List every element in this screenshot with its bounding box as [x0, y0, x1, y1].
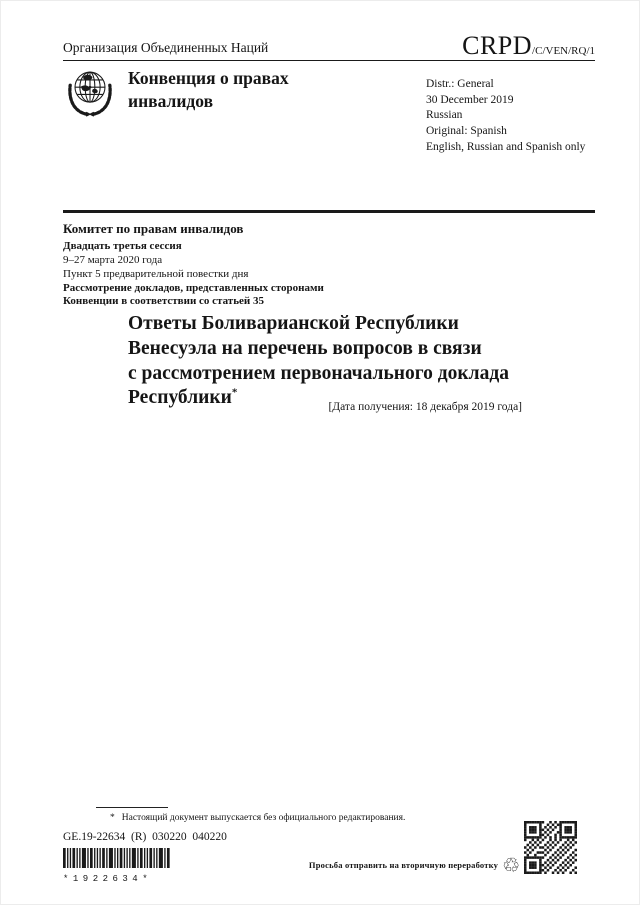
title-line: Венесуэла на перечень вопросов в связи: [128, 337, 482, 359]
treaty-title-line: Конвенция о правах: [128, 68, 289, 88]
footnote: [96, 813, 536, 823]
title-line: Республики: [128, 387, 232, 409]
qr-code-icon: [524, 821, 577, 874]
committee-block: [63, 221, 324, 309]
title-line: Ответы Боливарианской Республики: [128, 313, 459, 334]
distr-line: Russian: [426, 109, 463, 122]
distr-line: Distr.: General: [426, 78, 494, 90]
agenda-item: Пункт 5 предварительной повестки дня: [63, 267, 249, 280]
footnote-text: Настоящий документ выпускается без официального редактирования.: [121, 813, 406, 823]
un-emblem-icon: [61, 63, 119, 121]
doc-symbol: [462, 33, 595, 60]
treaty-title-line: инвалидов: [128, 91, 214, 112]
recycle-text: Просьба отправить на вторичную переработку: [308, 860, 499, 870]
section-divider: [63, 210, 595, 213]
recycle-icon: ♲: [502, 853, 520, 877]
title-line: с рассмотрением первоначального доклада: [128, 362, 509, 384]
document-title: [128, 312, 548, 411]
distr-line: 30 December 2019: [426, 93, 514, 106]
agenda-topic-line: Конвенции в соответствии со статьей 35: [63, 295, 264, 308]
committee-name: Комитет по правам инвалидов: [63, 221, 244, 236]
doc-symbol-sub: /C/VEN/RQ/1: [532, 45, 595, 57]
treaty-title: [128, 67, 289, 113]
header: [63, 30, 595, 61]
distr-line: English, Russian and Spanish only: [426, 140, 586, 153]
ge-number: GE.19-22634 (R) 030220 040220: [63, 831, 227, 843]
distribution-info: [426, 77, 585, 155]
distr-line: Original: Spanish: [426, 124, 507, 137]
doc-symbol-main: CRPD: [462, 31, 533, 60]
footnote-divider: [96, 807, 168, 808]
barcode-text: *1922634*: [63, 874, 153, 884]
date-received: [Дата получения: 18 декабря 2019 года]: [328, 401, 522, 413]
org-name: Организация Объединенных Наций: [63, 40, 269, 55]
session-dates: 9–27 марта 2020 года: [63, 254, 163, 266]
title-footnote-marker: *: [231, 386, 238, 399]
agenda-topic-line: Рассмотрение докладов, представленных сторонами: [63, 281, 324, 294]
recycle-notice: [1, 855, 520, 875]
session-title: Двадцать третья сессия: [63, 240, 182, 253]
footnote-marker: *: [110, 813, 115, 823]
